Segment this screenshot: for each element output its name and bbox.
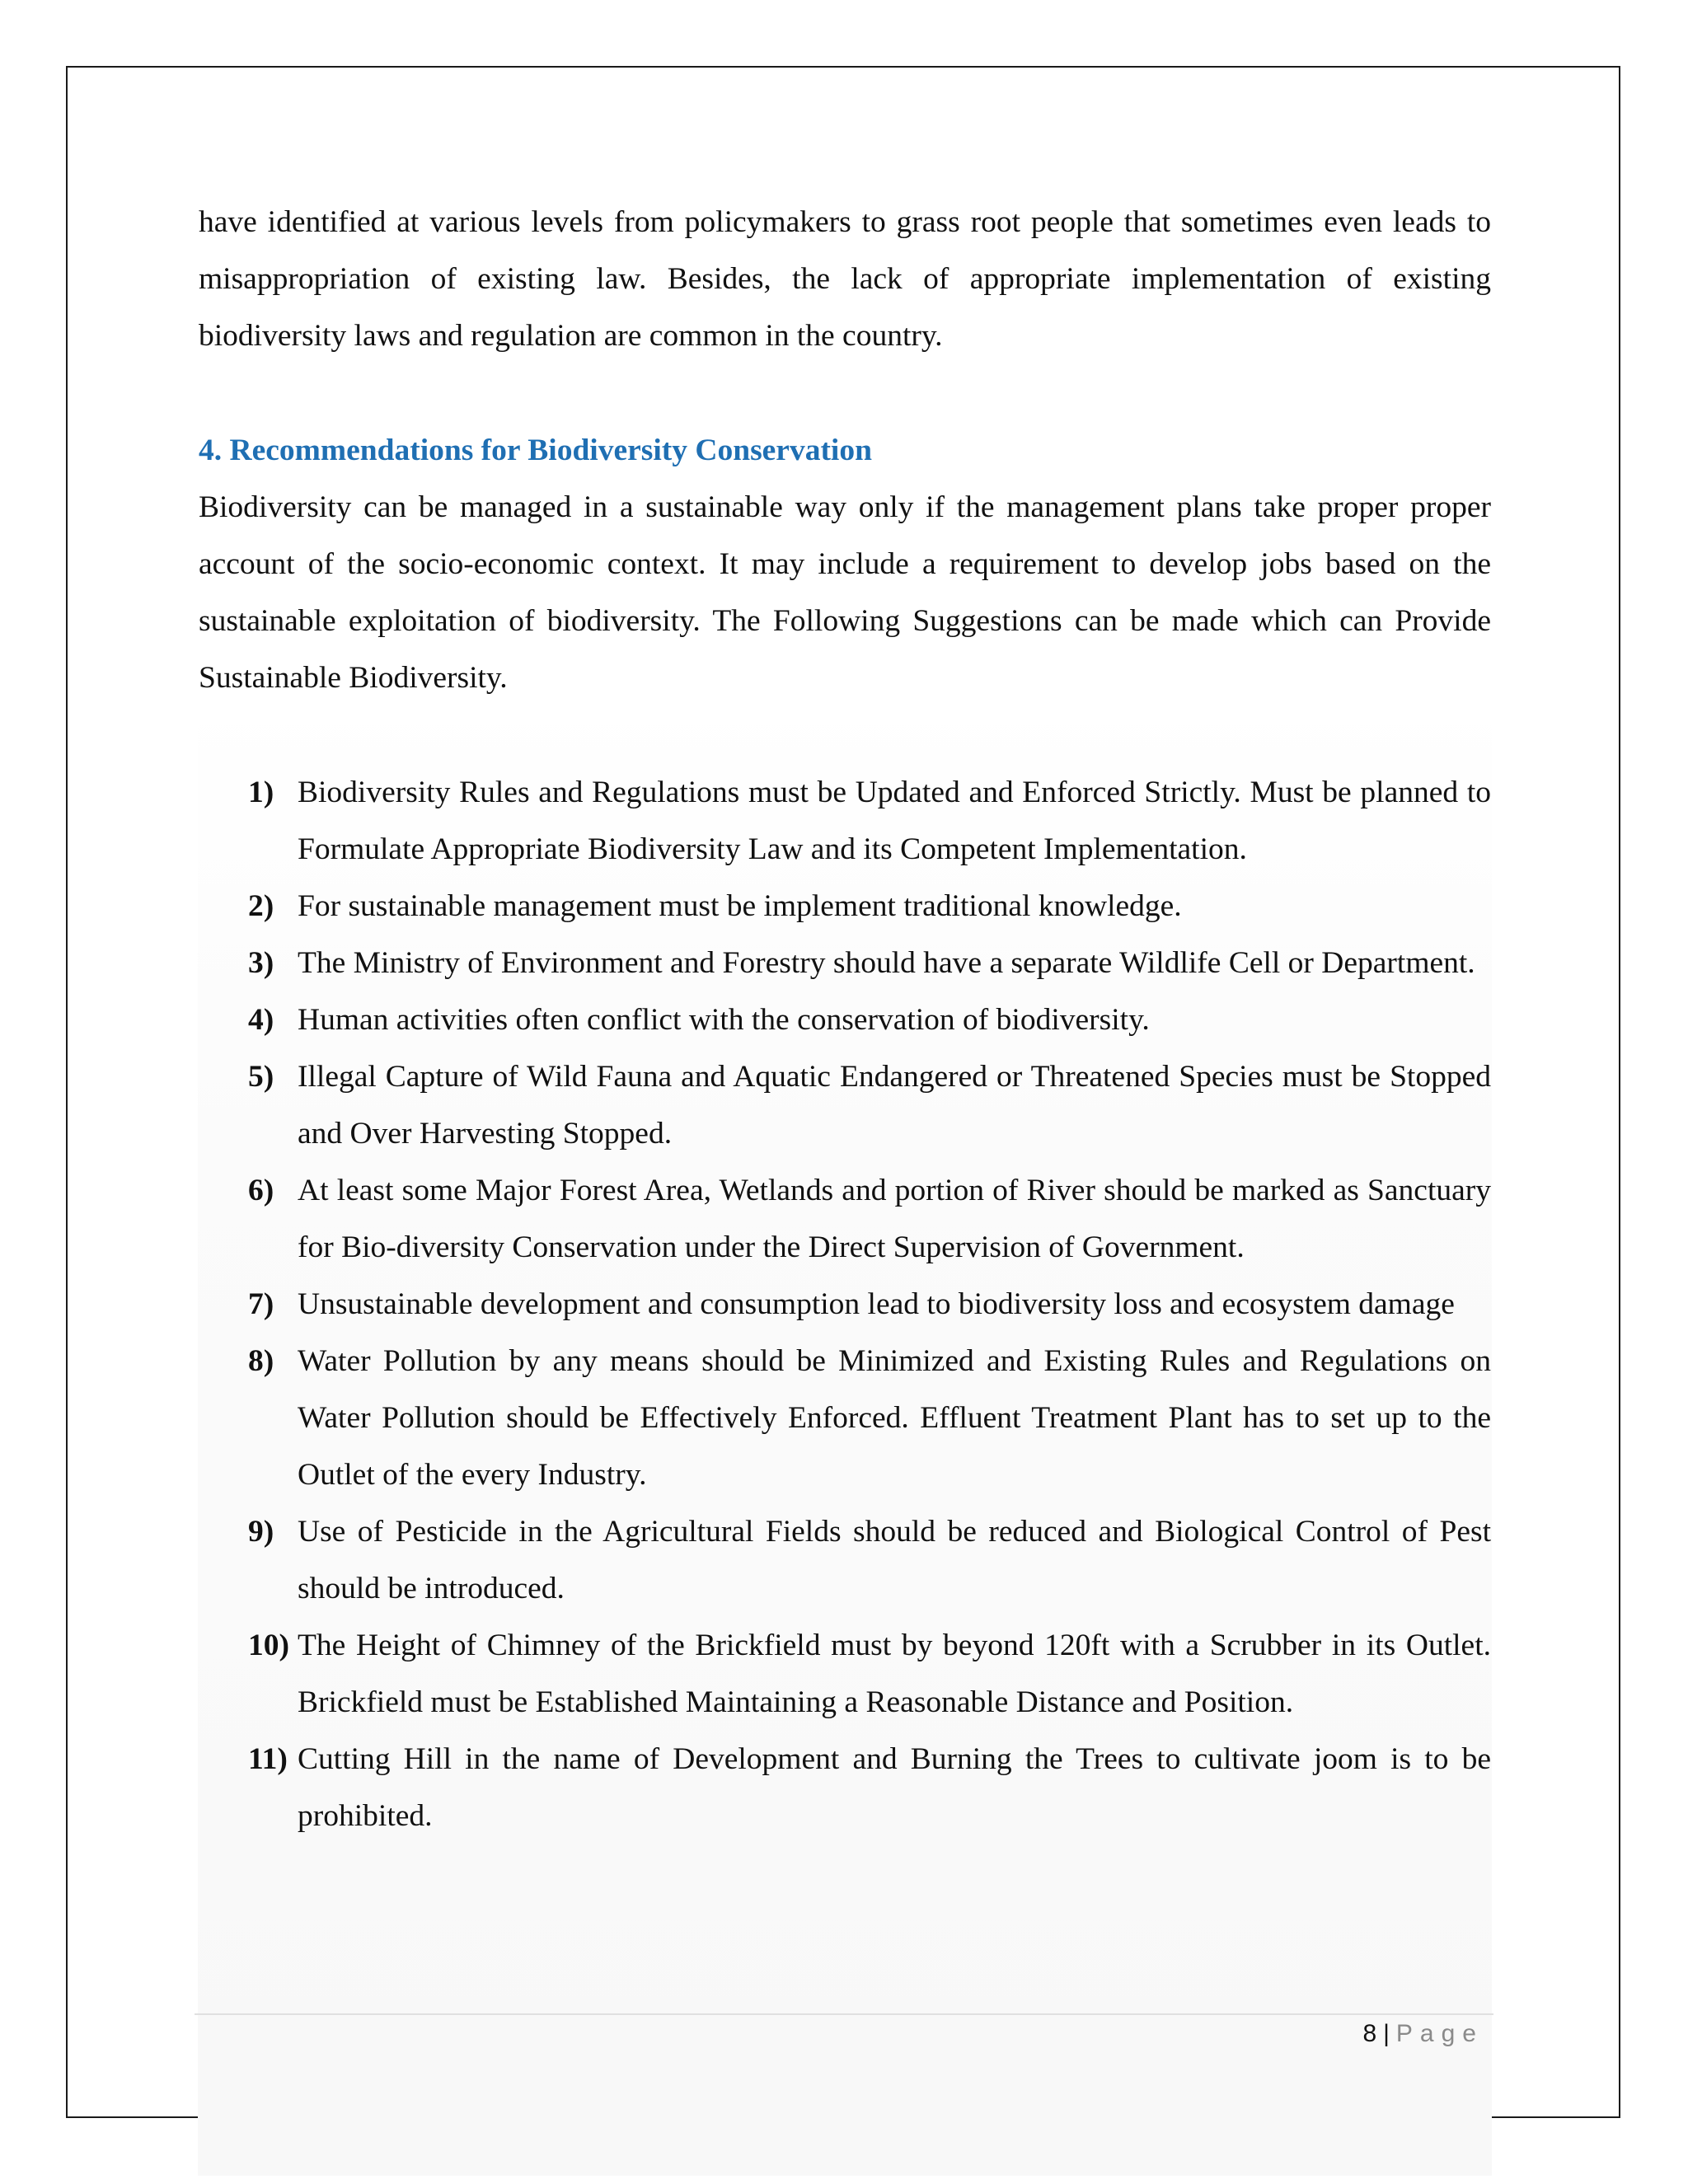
list-item-number: 11) <box>248 1742 288 1776</box>
list-item <box>248 1048 1491 1162</box>
list-item-number: 4) <box>248 1003 274 1037</box>
list-item-text: Human activities often conflict with the conservation of biodiversity. <box>298 1003 1150 1037</box>
list-item-text: For sustainable management must be implement traditional knowledge. <box>298 889 1182 923</box>
list-item <box>248 1503 1491 1617</box>
page-number: 8 <box>1362 2020 1377 2047</box>
list-item-text: Unsustainable development and consumption lead to biodiversity loss and ecosystem damage <box>298 1287 1455 1321</box>
list-item-number: 7) <box>248 1287 274 1321</box>
list-item-number: 5) <box>248 1060 274 1094</box>
list-item-number: 8) <box>248 1344 274 1378</box>
footer-divider <box>195 2013 1493 2015</box>
list-item-number: 10) <box>248 1629 289 1662</box>
list-item-text: Illegal Capture of Wild Fauna and Aquatic Endangered or Threatened Species must be Stopped and Over Harvesting Stopped. <box>298 1060 1491 1151</box>
recommendations-list <box>248 764 1491 1844</box>
list-item <box>248 991 1491 1048</box>
list-item-number: 9) <box>248 1515 274 1549</box>
intro-paragraph: have identified at various levels from policymakers to grass root people that sometimes even leads to misappropriation of existing law. Besides, the lack of appropriate implementation of existing biodiversity laws and regulation are common in the country. <box>199 205 1491 353</box>
list-item-text: Water Pollution by any means should be Minimized and Existing Rules and Regulations on Water Pollution should be Effectively Enforced. Effluent Treatment Plant has to set up to the Outlet of the every Industry. <box>298 1344 1491 1492</box>
list-item-text: Use of Pesticide in the Agricultural Fields should be reduced and Biological Control of Pest should be introduced. <box>298 1515 1491 1605</box>
section-heading: 4. Recommendations for Biodiversity Conservation <box>199 434 872 467</box>
list-item-text: Cutting Hill in the name of Development and Burning the Trees to cultivate joom is to be prohibited. <box>298 1742 1491 1833</box>
list-item <box>248 878 1491 935</box>
list-item <box>248 764 1491 878</box>
list-item-number: 2) <box>248 889 274 923</box>
list-item <box>248 1617 1491 1731</box>
list-item-text: At least some Major Forest Area, Wetlands and portion of River should be marked as Sanctuary for Bio-diversity Conservation under the Direct Supervision of Government. <box>298 1174 1491 1264</box>
section-paragraph: Biodiversity can be managed in a sustainable way only if the management plans take proper proper account of the socio-economic context. It may include a requirement to develop jobs based on the sustainable exploitation of biodiversity. The Following Suggestions can be made which can Provide Sustainable Biodiversity. <box>199 490 1491 695</box>
list-item-text: The Ministry of Environment and Forestry should have a separate Wildlife Cell or Department. <box>298 946 1475 980</box>
document-body <box>199 194 1491 1844</box>
list-item-number: 3) <box>248 946 274 980</box>
list-item-number: 6) <box>248 1174 274 1207</box>
list-item <box>248 1276 1491 1333</box>
list-item <box>248 935 1491 991</box>
list-item <box>248 1731 1491 1844</box>
list-item-number: 1) <box>248 776 274 809</box>
list-item <box>248 1162 1491 1276</box>
list-item <box>248 1333 1491 1503</box>
footer-separator: | <box>1383 2020 1390 2047</box>
page-footer <box>1362 2018 1484 2050</box>
list-item-text: Biodiversity Rules and Regulations must be Updated and Enforced Strictly. Must be planned to Formulate Appropriate Biodiversity Law and its Competent Implementation. <box>298 776 1491 866</box>
page-label: Page <box>1395 2020 1484 2047</box>
list-item-text: The Height of Chimney of the Brickfield must by beyond 120ft with a Scrubber in its Outlet. Brickfield must be Established Maintaining a Reasonable Distance and Position. <box>298 1629 1491 1719</box>
